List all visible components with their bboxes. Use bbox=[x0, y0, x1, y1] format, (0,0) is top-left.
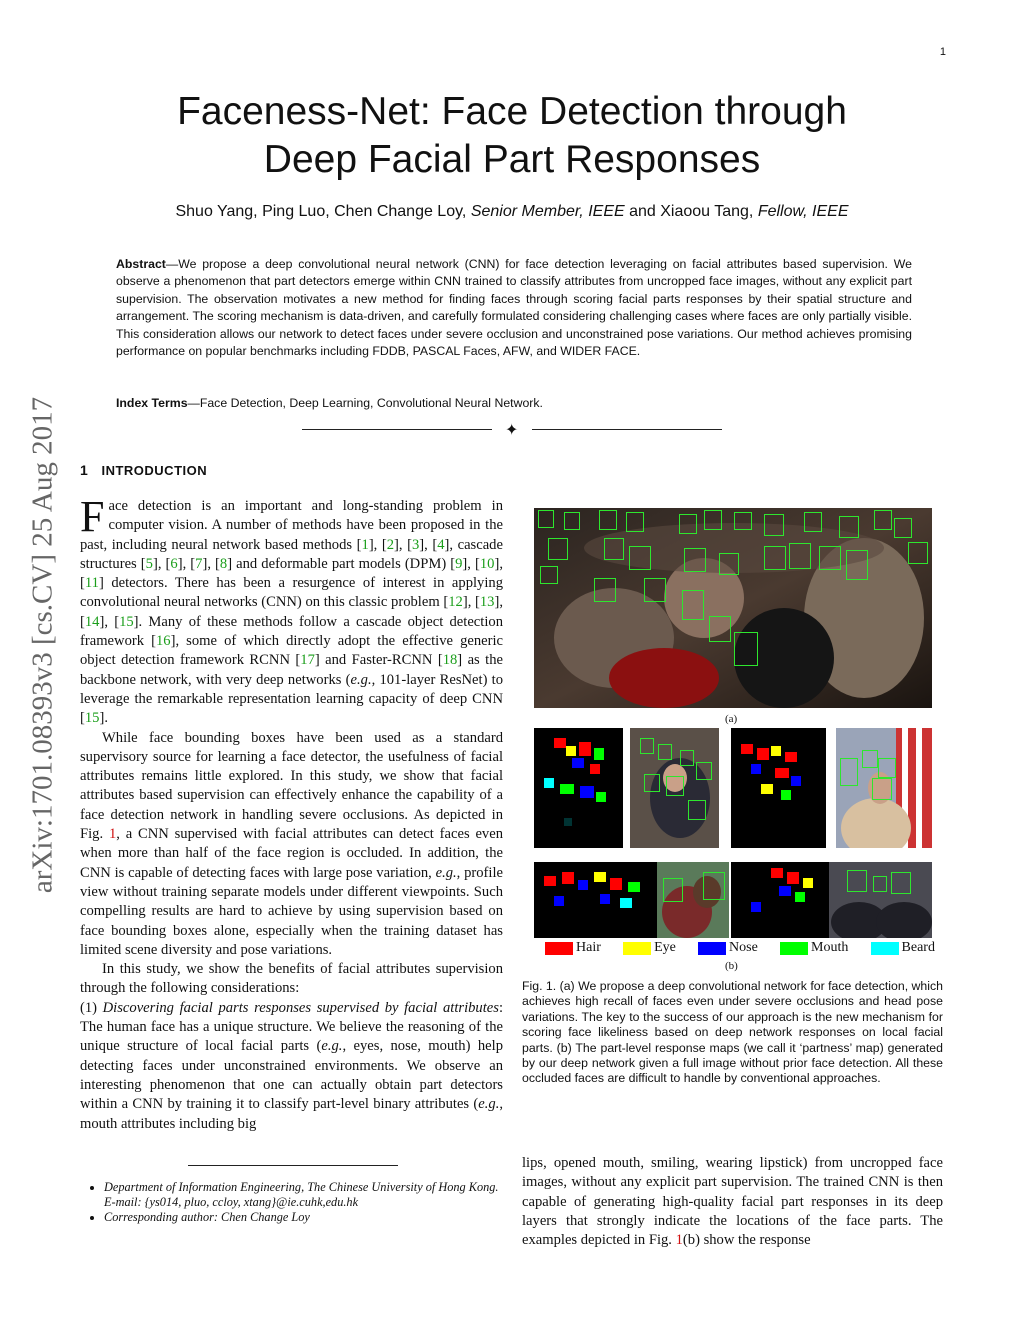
right-column bbox=[522, 1154, 943, 1250]
face-box bbox=[684, 548, 706, 572]
heatmap-3 bbox=[534, 862, 657, 938]
partness-map-2 bbox=[731, 728, 826, 848]
footnote-corresponding: • Corresponding author: Chen Change Loy bbox=[104, 1210, 504, 1225]
face-box bbox=[540, 566, 558, 584]
face-box bbox=[594, 578, 616, 602]
face-box bbox=[696, 762, 712, 780]
index-terms bbox=[116, 396, 912, 410]
p4-text-2: , eyes, nose, mouth) help detecting faces under unconstrained environments. We observe an interesting phenomenon that one can actually obtain part detectors within a CNN by training it to classify part-level binary attributes ( bbox=[80, 1038, 503, 1113]
p4-text-3: , mouth attributes including big bbox=[80, 1096, 503, 1132]
legend-item-mouth: Mouth bbox=[780, 940, 848, 956]
face-box bbox=[599, 510, 617, 530]
face-box bbox=[709, 616, 731, 642]
footnote-dept: • Department of Information Engineering, The Chinese University of Hong Kong. E-mail: {ys014, pluo, ccloy, xtang}@ie.cuhk,edu.hk bbox=[104, 1180, 504, 1210]
face-box bbox=[680, 750, 694, 766]
photo-3 bbox=[657, 862, 729, 938]
author-role-2: Fellow, IEEE bbox=[757, 203, 849, 220]
section-number: 1 bbox=[80, 462, 89, 478]
face-box bbox=[626, 512, 644, 532]
heatmap-4 bbox=[731, 862, 829, 938]
legend-swatch bbox=[780, 942, 808, 955]
citation-link[interactable]: 1 bbox=[361, 536, 369, 553]
label-b: (b) bbox=[725, 960, 738, 972]
face-box bbox=[764, 514, 784, 536]
figure-1a-image bbox=[534, 508, 932, 708]
footnotes bbox=[80, 1180, 504, 1226]
arxiv-id: arXiv:1701.08393v3 [cs.CV] 25 Aug 2017 bbox=[26, 396, 59, 894]
p2-text: While face bounding boxes have been used as a standard supervisory source for learning a face detector, the usefulness of facial attributes remains little explored. In this study, we show that facial attributes based supervision can effectively enhance the capability of a face detection network in handling severe occlusions. As depicted in Fig. bbox=[80, 729, 503, 843]
abstract-label: Abstract bbox=[116, 257, 166, 271]
p2-text-2: , a CNN supervised with facial attributes can detect faces even when more than half of the face region is occluded. In addition, the CNN is capable of detecting faces with large pose variation, bbox=[80, 826, 503, 881]
p4-text: : The human face has a unique structure. We believe the reasoning of the unique structure of local facial parts ( bbox=[80, 999, 503, 1055]
p2-eg: e.g. bbox=[435, 864, 457, 881]
face-box bbox=[658, 744, 672, 760]
abstract-text: —We propose a deep convolutional neural network (CNN) for face detection leveraging on facial attributes based supervision. We observe a phenomenon that part detectors emerge within CNN trained to classify attributes from uncropped face images, without any explicit part supervision. The observation motivates a new method for finding faces through scoring facial parts responses by their spatial structure and arrangement. The scoring mechanism is data-driven, and carefully formulated considering challenging cases where faces are only partially visible. This consideration allows our network to detect faces under severe occlusion and unconstrained pose variations. Our method achieves promising performance on popular benchmarks including FDDB, PASCAL Faces, AFW, and WIDER FACE. bbox=[116, 257, 912, 359]
legend-item-eye: Eye bbox=[623, 940, 676, 956]
paper-title bbox=[0, 88, 1024, 184]
paragraph-3: In this study, we show the benefits of facial attributes supervision through the following considerations: bbox=[80, 961, 503, 997]
citation-link[interactable]: 11 bbox=[84, 575, 99, 592]
face-box bbox=[846, 550, 868, 580]
face-box bbox=[789, 543, 811, 569]
heatmap-2 bbox=[731, 728, 826, 848]
title-line-2: Deep Facial Part Responses bbox=[263, 138, 761, 181]
face-box bbox=[873, 876, 887, 892]
citation-link[interactable]: 14 bbox=[84, 613, 100, 630]
paragraph-2 bbox=[80, 729, 503, 961]
legend-item-nose: Nose bbox=[698, 940, 758, 956]
p4-eg-2: e.g. bbox=[478, 1096, 500, 1113]
divider-right bbox=[532, 429, 722, 430]
paragraph-1: Face detection is an important and long-standing problem in computer vision. A number of methods have been proposed in the past, including neural network based methods [1], [2], [3], [4], cascade structures [5], [6], [7], [8] and deformable part models (DPM) [9], [10], [11] detectors. There has been a resurgence of interest in applying convolutional neural networks (CNN) on this classic problem [12], [13], [14], [15]. Many of these methods follow a cascade object detection framework [16], some of which directly adopt the effective generic object detection framework RCNN [17] and Faster-RCNN [18] as the backbone network, with very deep networks (e.g., 101-layer ResNet) to leverage the remarkable representation learning capacity of deep CNN [15]. bbox=[80, 492, 504, 727]
title-line-1: Faceness-Net: Face Detection through bbox=[177, 90, 847, 133]
face-box bbox=[734, 512, 752, 530]
page-number: 1 bbox=[939, 46, 946, 58]
authors-names: Shuo Yang, Ping Luo, Chen Change Loy, bbox=[175, 203, 471, 220]
face-box bbox=[819, 546, 841, 570]
partness-map-3 bbox=[534, 862, 657, 938]
citation-link[interactable]: 17 bbox=[300, 652, 315, 669]
face-box bbox=[719, 553, 739, 575]
left-column bbox=[80, 492, 504, 1134]
citation-link[interactable]: 12 bbox=[448, 594, 463, 611]
photo-2 bbox=[836, 728, 932, 848]
index-terms-label: Index Terms bbox=[116, 396, 188, 410]
section-heading bbox=[80, 462, 207, 478]
photo-1 bbox=[630, 728, 719, 848]
face-box bbox=[682, 590, 704, 620]
face-box bbox=[663, 878, 683, 902]
legend-item-beard: Beard bbox=[871, 940, 935, 956]
figure-ref-link[interactable]: 1 bbox=[108, 826, 117, 843]
face-box bbox=[640, 738, 654, 754]
face-box bbox=[891, 872, 911, 894]
face-box bbox=[734, 632, 758, 666]
diamond-icon: ✦ bbox=[505, 420, 519, 439]
face-box bbox=[894, 518, 912, 538]
footnote-rule bbox=[188, 1165, 398, 1166]
legend-item-hair: Hair bbox=[545, 940, 601, 956]
citation-link[interactable]: 6 bbox=[170, 555, 178, 572]
paragraph-4 bbox=[80, 999, 503, 1134]
citation-link[interactable]: 13 bbox=[479, 594, 495, 611]
authors bbox=[0, 203, 1024, 221]
face-box bbox=[704, 510, 722, 530]
face-box bbox=[688, 800, 706, 820]
legend-swatch bbox=[871, 942, 899, 955]
citation-link[interactable]: 15 bbox=[119, 613, 134, 630]
citation-link[interactable]: 3 bbox=[411, 536, 420, 553]
face-box bbox=[908, 542, 928, 564]
face-box bbox=[604, 538, 624, 560]
citation-link[interactable]: 10 bbox=[479, 555, 495, 572]
legend-swatch bbox=[623, 942, 651, 955]
face-box bbox=[804, 512, 822, 532]
partness-map-4 bbox=[731, 862, 829, 938]
section-title: INTRODUCTION bbox=[101, 463, 208, 478]
index-terms-text: —Face Detection, Deep Learning, Convolutional Neural Network. bbox=[187, 396, 543, 410]
citation-link[interactable]: 4 bbox=[437, 536, 445, 553]
heatmap-1 bbox=[534, 728, 623, 848]
figure-ref-link[interactable]: 1 bbox=[675, 1232, 683, 1249]
face-box bbox=[644, 774, 660, 792]
photo-4 bbox=[829, 862, 932, 938]
face-box bbox=[548, 538, 568, 560]
citation-link[interactable]: 8 bbox=[219, 555, 228, 572]
citation-link[interactable]: 9 bbox=[455, 555, 463, 572]
citation-link[interactable]: 16 bbox=[155, 633, 171, 650]
p4-eg: e.g. bbox=[321, 1038, 343, 1055]
figure-caption: Fig. 1. (a) We propose a deep convolutional network for face detection, which achieves high recall of faces even under severe occlusions and head pose variations. The key to the success of our approach is the new mechanism for scoring face likeliness based on deep network responses on local facial parts. (b) The part-level response maps (we call it ‘partness’ map) generated by our deep network given a full image without prior face detection. All these occluded faces are difficult to handle by conventional approaches. bbox=[522, 979, 943, 1086]
face-box bbox=[703, 872, 725, 900]
face-box bbox=[666, 776, 684, 796]
dropcap: F bbox=[80, 492, 105, 541]
face-box bbox=[629, 546, 651, 570]
arxiv-sidebar bbox=[18, 345, 68, 945]
face-box bbox=[564, 512, 580, 530]
author-role-1: Senior Member, IEEE bbox=[470, 203, 625, 220]
p2-text-3: , profile view without training separate models under different viewpoints. Such compelling results are hard to achieve by using supervision based on face bounding boxes alone, especially when the training dataset has limited scene diversity and pose variations. bbox=[80, 864, 503, 958]
face-box bbox=[872, 778, 892, 800]
citation-link[interactable]: 7 bbox=[195, 555, 203, 572]
face-box bbox=[839, 516, 859, 538]
face-box bbox=[764, 546, 786, 570]
abstract bbox=[116, 256, 912, 360]
face-box bbox=[538, 510, 554, 528]
legend-swatch bbox=[545, 942, 573, 955]
photo-4-art bbox=[829, 862, 932, 938]
face-box bbox=[874, 510, 892, 530]
face-box bbox=[644, 578, 666, 602]
label-a: (a) bbox=[725, 713, 738, 725]
citation-link[interactable]: 2 bbox=[386, 536, 395, 553]
partness-map-1 bbox=[534, 728, 623, 848]
citation-link[interactable]: 18 bbox=[442, 652, 458, 669]
citation-link[interactable]: 15 bbox=[84, 710, 100, 727]
authors-and: and Xiaoou Tang, bbox=[624, 203, 758, 220]
p1-text: ace detection is an important and long-standing problem in computer vision. A number of methods have been proposed in the past, including neural network based methods [ bbox=[80, 498, 503, 553]
p4-italic: Discovering facial parts responses supervised by facial attributes bbox=[102, 999, 499, 1016]
face-box bbox=[840, 758, 858, 786]
p4-num: (1) bbox=[80, 999, 103, 1016]
legend-swatch bbox=[698, 942, 726, 955]
face-box bbox=[679, 514, 697, 534]
face-box bbox=[847, 870, 867, 892]
footnote-email: E-mail: {ys014, pluo, ccloy, xtang}@ie.cuhk,edu.hk bbox=[104, 1195, 359, 1210]
face-box bbox=[878, 758, 896, 778]
crowd-photo bbox=[534, 508, 932, 708]
citation-link[interactable]: 5 bbox=[145, 555, 153, 572]
right-paragraph: lips, opened mouth, smiling, wearing lipstick) from uncropped face images, without any explicit part supervision. The trained CNN is then capable of generating high-quality facial part responses in its deep layers that strongly indicate the locations of the face parts. The examples depicted in Fig. 1(b) show the response bbox=[522, 1155, 943, 1249]
legend bbox=[545, 940, 935, 956]
face-box bbox=[862, 750, 878, 768]
divider-left bbox=[302, 429, 492, 430]
